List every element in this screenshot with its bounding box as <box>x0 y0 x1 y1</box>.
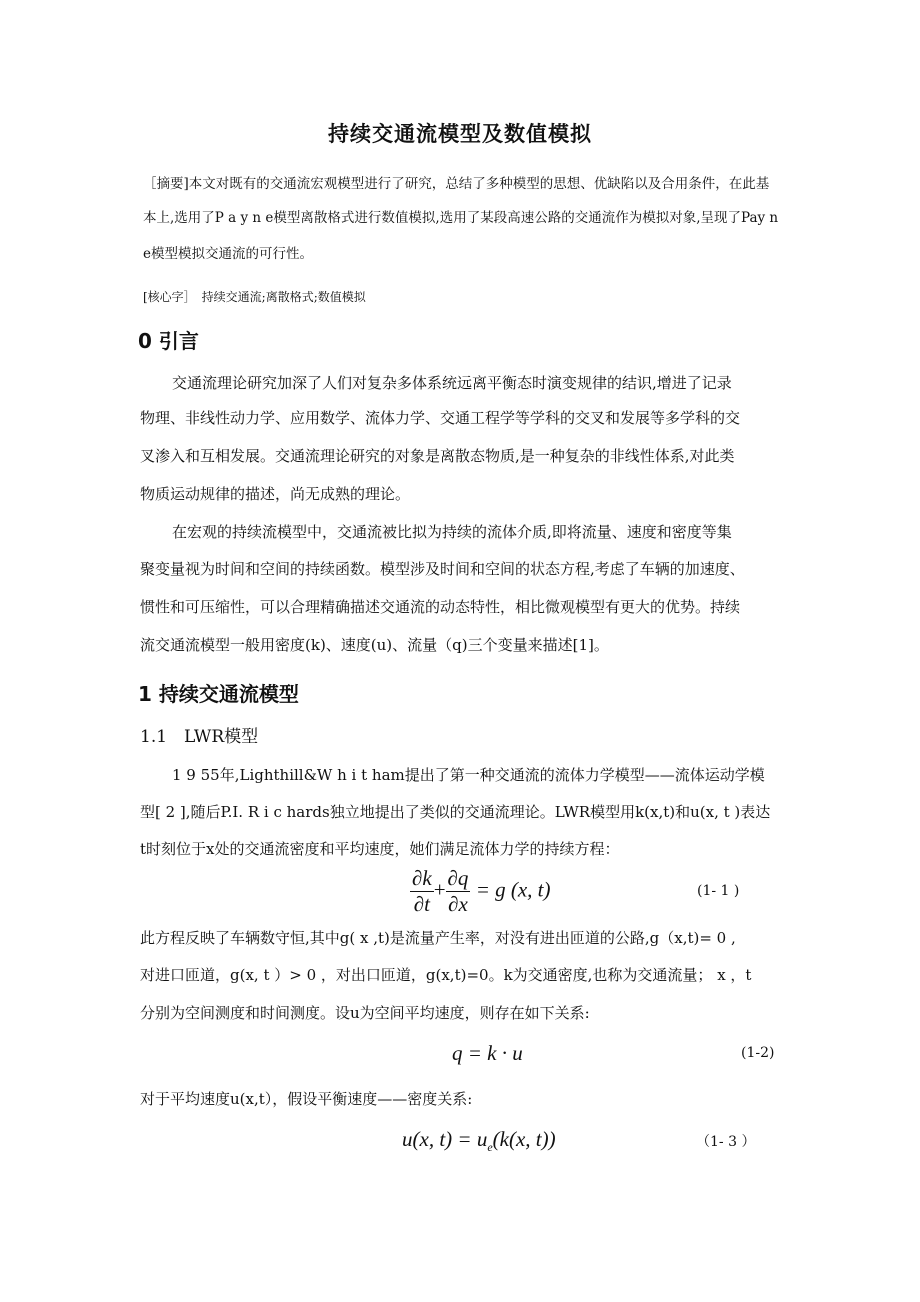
velocity-relation-intro: 对于平均速度u(x,t），假设平衡速度——密度关系: <box>140 1090 473 1108</box>
fraction-dk-dt: $\frac{\partial k}{\partial t}$ <box>412 866 432 917</box>
intro-para1-line: 交通流理论研究加深了人们对复杂多体系统远离平衡态时演变规律的结识,增进了记录 <box>172 374 732 392</box>
intro-para2-line: 惯性和可压缩性，可以合理精确描述交通流的动态特性，相比微观模型有更大的优势。持续 <box>140 598 741 616</box>
intro-para1-line: 物理、非线性动力学、应用数学、流体力学、交通工程学等学科的交叉和发展等多学科的交 <box>140 409 741 427</box>
equation-1-2-number: (1-2) <box>741 1045 775 1061</box>
fraction-dq-dx: $\frac{\partial q}{\partial x}$ <box>447 866 469 917</box>
abstract-line-3: e模型模拟交通流的可行性。 <box>143 246 313 262</box>
lwr-explain-line: 此方程反映了车辆数守恒,其中g( x ,t)是流量产生率，对没有进出匝道的公路,g（x,t)= 0 , <box>140 929 736 947</box>
equation-1-3-number: （1- 3 ） <box>696 1134 756 1150</box>
lwr-para-line: 1 9 55年,Lighthill&W h i t ham提出了第一种交通流的流体力学模型——流体运动学模 <box>172 766 765 784</box>
intro-para1-line: 叉渗入和互相发展。交通流理论研究的对象是离散态物质,是一种复杂的非线性体系,对此类 <box>140 447 735 465</box>
abstract-line-1: ［摘要]本文对既有的交通流宏观模型进行了研究，总结了多种模型的思想、优缺陷以及合用条件，在此基 <box>143 176 770 192</box>
intro-para2-line: 流交通流模型一般用密度(k)、速度(u)、流量（q)三个变量来描述[1]。 <box>140 636 609 654</box>
intro-para1-line: 物质运动规律的描述，尚无成熟的理论。 <box>140 485 411 503</box>
equation-1-1: $\frac{\partial k}{\partial t}$ + $\frac{\partial q}{\partial x}$ = g (x, t) <box>412 866 551 917</box>
lwr-explain-line: 对进口匝道，g(x, t ）> 0 ，对出口匝道，g(x,t)=0。k为交通密度,也称为交通流量； x ，t <box>140 966 752 984</box>
equation-1-2: q = k · u <box>452 1041 523 1065</box>
section-1-heading: 1 持续交通流模型 <box>138 682 299 706</box>
equation-1-1-rhs: = g (x, t) <box>475 877 551 902</box>
lwr-para-line: 型[ 2 ],随后P.I. R i c hards独立地提出了类似的交通流理论。LWR模型用k(x,t)和u(x, t )表达 <box>140 803 771 821</box>
lwr-explain-line: 分别为空间测度和时间测度。设u为空间平均速度，则存在如下关系: <box>140 1004 590 1022</box>
abstract-line-2: 本上,选用了P a y n e模型离散格式进行数值模拟,选用了某段高速公路的交通流作为模拟对象,呈现了Pay n <box>143 210 779 226</box>
keywords: [核心字］ 持续交通流;离散格式;数值模拟 <box>143 290 366 304</box>
section-0-heading: 0 引言 <box>138 329 199 353</box>
intro-para2-line: 在宏观的持续流模型中，交通流被比拟为持续的流体介质,即将流量、速度和密度等集 <box>172 523 732 541</box>
equation-1-3: u(x, $t) = u_e(k(x$, t)) <box>402 1127 556 1155</box>
equation-1-1-number: (1- 1 ) <box>697 883 740 899</box>
subsection-1-1-heading: 1.1 LWR模型 <box>140 727 259 747</box>
intro-para2-line: 聚变量视为时间和空间的持续函数。模型涉及时间和空间的状态方程,考虑了车辆的加速度、 <box>140 560 745 578</box>
lwr-para-line: t时刻位于x处的交通流密度和平均速度，她们满足流体力学的持续方程： <box>140 840 620 858</box>
document-title: 持续交通流模型及数值模拟 <box>328 122 592 146</box>
